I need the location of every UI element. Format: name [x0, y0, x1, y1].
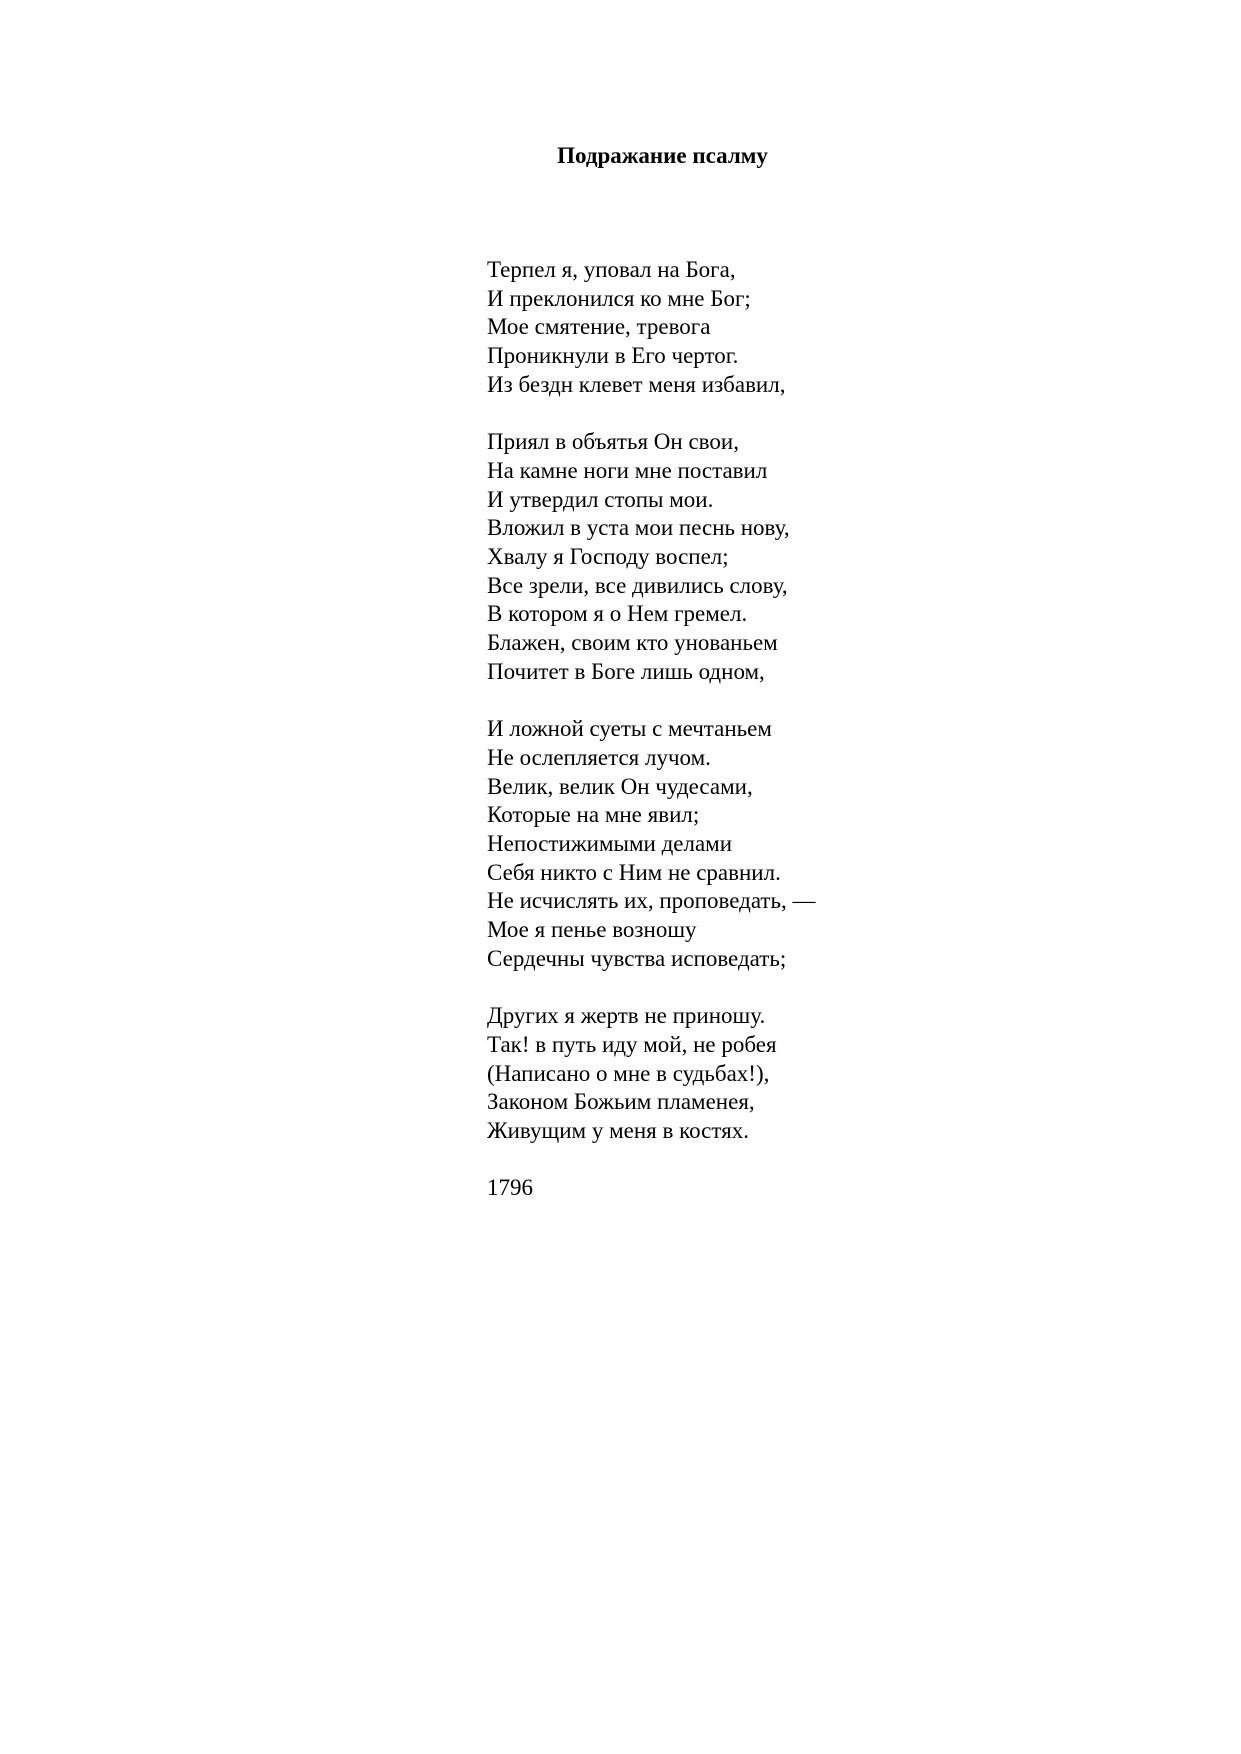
poem-line: Вложил в уста мои песнь нову,: [487, 515, 790, 541]
poem-body: [487, 256, 947, 1203]
poem-line: Себя никто с Ним не сравнил.: [487, 859, 781, 885]
poem-line: Приял в объятья Он свои,: [487, 429, 739, 455]
poem-line: Блажен, своим кто унованьем: [487, 630, 778, 656]
poem-line: Почитет в Боге лишь одном,: [487, 658, 765, 684]
poem-line: И преклонился ко мне Бог;: [487, 285, 751, 311]
poem-line: Мое смятение, тревога: [487, 314, 711, 340]
poem-line: Сердечны чувства исповедать;: [487, 945, 787, 971]
poem-line: На камне ноги мне поставил: [487, 457, 768, 483]
poem-line: Все зрели, все дивились слову,: [487, 572, 788, 598]
poem-line: Не исчислять их, проповедать, —: [487, 888, 816, 914]
poem-line: И утвердил стопы мои.: [487, 486, 714, 512]
poem-line: Которые на мне явил;: [487, 802, 700, 828]
stanza-1: [487, 256, 947, 400]
stanza-2: [487, 428, 947, 686]
stanza-3: [487, 715, 947, 973]
poem-line: Так! в путь иду мой, не робея: [487, 1031, 777, 1057]
poem-line: Хвалу я Господу воспел;: [487, 544, 729, 570]
poem-line: Из бездн клевет меня избавил,: [487, 371, 786, 397]
poem-line: И ложной суеты с мечтаньем: [487, 716, 772, 742]
poem-line: Терпел я, уповал на Бога,: [487, 257, 736, 282]
poem-line: Законом Божьим пламенея,: [487, 1089, 755, 1115]
poem-line: Других я жертв не приношу.: [487, 1003, 766, 1029]
poem-title: Подражание псалму: [557, 143, 768, 168]
poem-line: (Написано о мне в судьбах!),: [487, 1060, 770, 1086]
poem-line: Велик, велик Он чудесами,: [487, 773, 753, 799]
poem-line: Непостижимыми делами: [487, 831, 733, 857]
stanza-4: [487, 1002, 947, 1146]
poem-line: В котором я о Нем гремел.: [487, 601, 748, 627]
poem-line: Живущим у меня в костях.: [487, 1118, 749, 1144]
poem-line: Проникнули в Его чертог.: [487, 343, 739, 369]
poem-line: Не ослепляется лучом.: [487, 744, 711, 770]
poem-date: 1796: [487, 1175, 533, 1201]
poem-line: Мое я пенье возношу: [487, 917, 697, 943]
